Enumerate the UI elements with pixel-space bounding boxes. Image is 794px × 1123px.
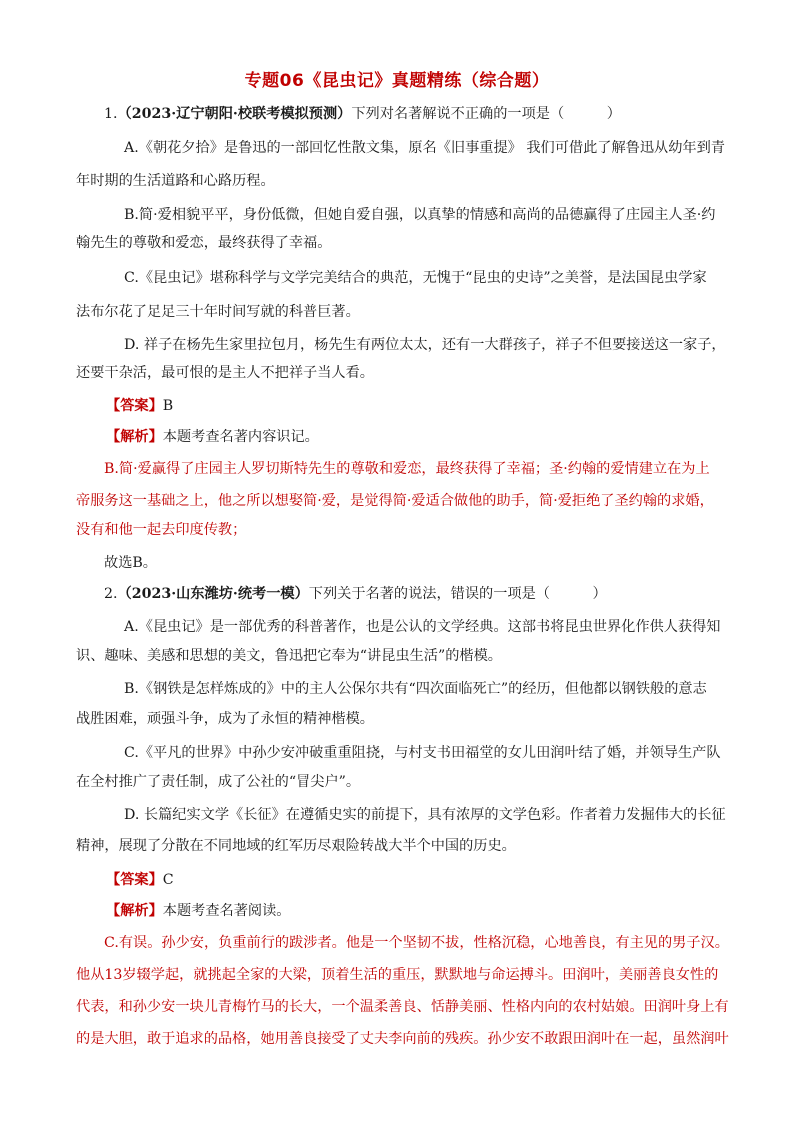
option-d-line-1: D. 长篇纪实文学《长征》在遵循史实的前提下，具有浓厚的文学色彩。作者着力发掘伟大的长征 (124, 807, 726, 823)
option-a-line-2: 年时期的生活道路和心路历程。 (76, 173, 275, 189)
option-c-line-2: 在全村推广了责任制，成了公社的“冒尖户”。 (76, 774, 361, 790)
explanation-line-4: 的是大胆，敢于追求的品格，她用善良接受了丈夫李向前的残疾。孙少安不敢跟田润叶在一起，虽然润叶 (76, 1031, 729, 1047)
option-a-line-2: 识、趣味、美感和思想的美文，鲁迅把它奉为“讲昆虫生活”的楷模。 (76, 648, 502, 664)
question-source: （2023·辽宁朝阳·校联考模拟预测） (117, 106, 352, 122)
analysis-text: 本题考查名著阅读。 (162, 903, 291, 919)
option-c-line-1: C.《昆虫记》堪称科学与文学完美结合的典范，无愧于“昆虫的史诗”之美誉，是法国昆虫学家 (124, 270, 707, 286)
answer-label: 【答案】 (106, 872, 163, 888)
option-b-line-2: 战胜困难，顽强斗争，成为了永恒的精神楷模。 (76, 711, 374, 727)
option-d-line-1: D. 祥子在杨先生家里拉包月，杨先生有两位太太，还有一大群孩子，祥子不但要接送这一家子， (124, 337, 726, 353)
explanation-line-2: 帝服务这一基础之上，他之所以想娶简·爱，是觉得简·爱适合做他的助手，简·爱拒绝了圣约翰的求婚， (76, 493, 714, 509)
option-b-line-1: B.《钢铁是怎样炼成的》中的主人公保尔共有“四次面临死亡”的经历，但他都以钢铁般的意志 (124, 681, 707, 697)
explanation-line-1: C.有误。孙少安，负重前行的跋涉者。他是一个坚韧不拔，性格沉稳，心地善良，有主见的男子汉。 (104, 935, 729, 951)
analysis-line (106, 427, 319, 447)
question-stem: 下列关于名著的说法，错误的一项是（ ） (308, 586, 607, 602)
analysis-line (106, 901, 290, 921)
answer-line (106, 396, 173, 416)
option-a-line-1: A.《昆虫记》是一部优秀的科普著作，也是公认的文学经典。这部书将昆虫世界化作供人获得知 (124, 619, 721, 635)
analysis-label: 【解析】 (106, 429, 163, 445)
question-2-header (104, 584, 607, 604)
answer-label: 【答案】 (106, 398, 163, 414)
question-source: （2023·山东潍坊·统考一模） (117, 586, 309, 602)
option-d-line-2: 还要干杂活，最可恨的是主人不把祥子当人看。 (76, 365, 374, 381)
question-1-header (104, 104, 621, 124)
explanation-line-3: 没有和他一起去印度传教； (76, 522, 247, 538)
explanation-line-1: B.简·爱赢得了庄园主人罗切斯特先生的尊敬和爱恋，最终获得了幸福；圣·约翰的爱情建立在为上 (104, 461, 710, 477)
option-d-line-2: 精神，展现了分散在不同地域的红军历尽艰险转战大半个中国的历史。 (76, 838, 516, 854)
explanation-line-2: 他从13岁辍学起，就挑起全家的大梁，顶着生活的重压，默默地与命运搏斗。田润叶，美丽善良女性的 (76, 967, 719, 983)
conclusion: 故选B。 (104, 555, 157, 571)
option-a-line-1: A.《朝花夕拾》是鲁迅的一部回忆性散文集，原名《旧事重提》 我们可借此了解鲁迅从幼年到青 (124, 140, 725, 156)
option-c-line-2: 法布尔花了足足三十年时间写就的科普巨著。 (76, 304, 360, 320)
question-number: 1. (104, 106, 118, 122)
analysis-text: 本题考查名著内容识记。 (162, 429, 319, 445)
answer-line (106, 870, 174, 890)
analysis-label: 【解析】 (106, 903, 163, 919)
question-stem: 下列对名著解说不正确的一项是（ ） (351, 106, 621, 122)
explanation-line-3: 代表，和孙少安一块儿青梅竹马的长大，一个温柔善良、恬静美丽、性格内向的农村姑娘。田润叶身上有 (76, 999, 729, 1015)
question-number: 2. (104, 586, 118, 602)
option-b-line-2: 翰先生的尊敬和爱恋，最终获得了幸福。 (76, 235, 332, 251)
answer-value: C (162, 872, 174, 888)
document-title: 专题06《昆虫记》真题精练（综合题） (244, 71, 550, 91)
option-c-line-1: C.《平凡的世界》中孙少安冲破重重阻挠，与村支书田福堂的女儿田润叶结了婚，并领导生产队 (124, 745, 721, 761)
answer-value: B (162, 398, 174, 414)
option-b-line-1: B.简·爱相貌平平，身份低微，但她自爱自强，以真挚的情感和高尚的品德赢得了庄园主人圣·约 (124, 207, 716, 223)
